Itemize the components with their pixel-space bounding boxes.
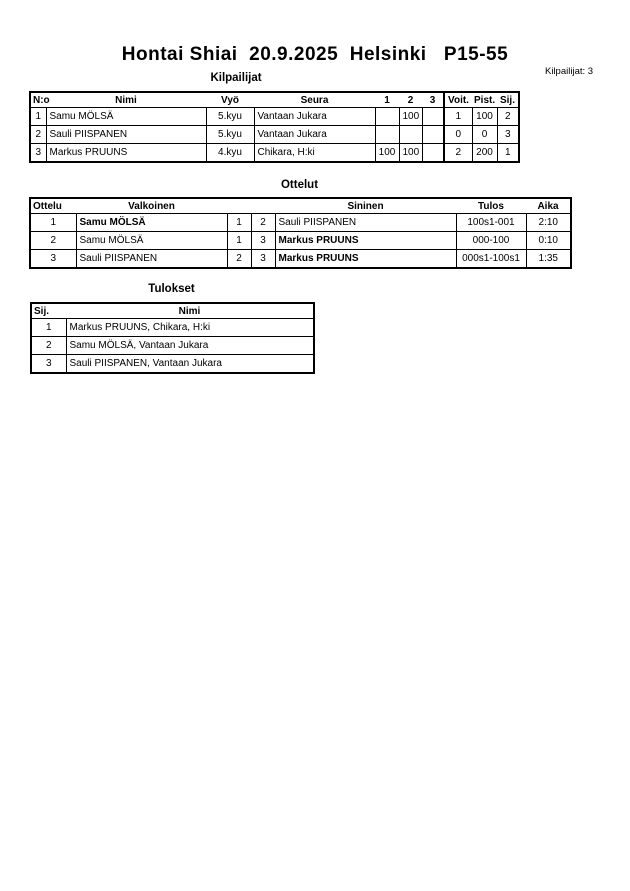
col-header-vyo: Vyö (206, 92, 254, 108)
cell-nimi: Sauli PIISPANEN (46, 126, 206, 144)
cell-nimi: Markus PRUUNS (46, 144, 206, 163)
results-header-row (31, 303, 314, 319)
match-row (30, 250, 571, 269)
cell-nimi: Samu MÖLSÄ, Vantaan Jukara (66, 337, 314, 355)
competitor-row (30, 108, 519, 126)
col-header-ottelu: Ottelu (30, 198, 76, 214)
col-header-sij: Sij. (31, 303, 66, 319)
cell-vyo: 5.kyu (206, 108, 254, 126)
competitors-table (29, 91, 520, 163)
cell-white-no: 1 (227, 214, 251, 232)
col-header-match2: 2 (399, 92, 422, 108)
col-header-nimi: Nimi (46, 92, 206, 108)
cell-white-no: 2 (227, 250, 251, 269)
cell-sij: 1 (31, 319, 66, 337)
col-header-aika: Aika (526, 198, 571, 214)
competitor-row (30, 126, 519, 144)
cell-voit: 2 (444, 144, 472, 163)
cell-white-name: Samu MÖLSÄ (76, 232, 227, 250)
result-row (31, 337, 314, 355)
result-row (31, 355, 314, 374)
col-header-match3: 3 (422, 92, 444, 108)
col-header-tulos: Tulos (456, 198, 526, 214)
page-title: Hontai Shiai 20.9.2025 Helsinki P15-55 (121, 44, 509, 65)
cell-aika: 1:35 (526, 250, 571, 269)
cell-match3 (422, 126, 444, 144)
results-table (30, 302, 315, 374)
cell-no: 1 (30, 108, 46, 126)
cell-match-no: 2 (30, 232, 76, 250)
matches-table (29, 197, 572, 269)
cell-tulos: 000s1-100s1 (456, 250, 526, 269)
result-row (31, 319, 314, 337)
cell-pist: 0 (472, 126, 497, 144)
cell-seura: Chikara, H:ki (254, 144, 375, 163)
cell-match2 (399, 126, 422, 144)
cell-match2: 100 (399, 144, 422, 163)
col-header-no: N:o (30, 92, 46, 108)
col-header-sininen: Sininen (275, 198, 456, 214)
cell-nimi: Markus PRUUNS, Chikara, H:ki (66, 319, 314, 337)
cell-aika: 2:10 (526, 214, 571, 232)
cell-match1: 100 (375, 144, 399, 163)
col-header-valkoinen: Valkoinen (76, 198, 227, 214)
section-heading-kilpailijat: Kilpailijat (210, 72, 262, 84)
match-row (30, 232, 571, 250)
match-row (30, 214, 571, 232)
cell-match1 (375, 126, 399, 144)
competitors-header-row (30, 92, 519, 108)
col-header-nimi: Nimi (66, 303, 314, 319)
cell-sij: 2 (31, 337, 66, 355)
cell-pist: 200 (472, 144, 497, 163)
cell-match2: 100 (399, 108, 422, 126)
competitor-count-label: Kilpailijat: 3 (545, 66, 594, 77)
section-heading-ottelut: Ottelut (280, 179, 319, 191)
col-header-white-no (227, 198, 251, 214)
col-header-match1: 1 (375, 92, 399, 108)
cell-match-no: 3 (30, 250, 76, 269)
cell-tulos: 100s1-001 (456, 214, 526, 232)
cell-pist: 100 (472, 108, 497, 126)
cell-white-name: Samu MÖLSÄ (76, 214, 227, 232)
cell-nimi: Samu MÖLSÄ (46, 108, 206, 126)
section-heading-tulokset: Tulokset (148, 283, 195, 295)
cell-blue-name: Sauli PIISPANEN (275, 214, 456, 232)
cell-match-no: 1 (30, 214, 76, 232)
matches-header-row (30, 198, 571, 214)
col-header-pist: Pist. (472, 92, 497, 108)
cell-voit: 1 (444, 108, 472, 126)
cell-aika: 0:10 (526, 232, 571, 250)
cell-sij: 1 (497, 144, 519, 163)
cell-vyo: 5.kyu (206, 126, 254, 144)
cell-sij: 3 (31, 355, 66, 374)
col-header-seura: Seura (254, 92, 375, 108)
cell-blue-name: Markus PRUUNS (275, 250, 456, 269)
cell-blue-no: 3 (251, 232, 275, 250)
cell-tulos: 000-100 (456, 232, 526, 250)
cell-white-name: Sauli PIISPANEN (76, 250, 227, 269)
cell-seura: Vantaan Jukara (254, 108, 375, 126)
cell-no: 2 (30, 126, 46, 144)
col-header-blue-no (251, 198, 275, 214)
col-header-voit: Voit. (444, 92, 472, 108)
cell-match3 (422, 144, 444, 163)
cell-sij: 2 (497, 108, 519, 126)
cell-blue-no: 3 (251, 250, 275, 269)
col-header-sij: Sij. (497, 92, 519, 108)
cell-no: 3 (30, 144, 46, 163)
cell-seura: Vantaan Jukara (254, 126, 375, 144)
cell-blue-no: 2 (251, 214, 275, 232)
cell-sij: 3 (497, 126, 519, 144)
cell-vyo: 4.kyu (206, 144, 254, 163)
cell-voit: 0 (444, 126, 472, 144)
cell-white-no: 1 (227, 232, 251, 250)
cell-blue-name: Markus PRUUNS (275, 232, 456, 250)
cell-nimi: Sauli PIISPANEN, Vantaan Jukara (66, 355, 314, 374)
cell-match3 (422, 108, 444, 126)
competitor-row (30, 144, 519, 163)
cell-match1 (375, 108, 399, 126)
